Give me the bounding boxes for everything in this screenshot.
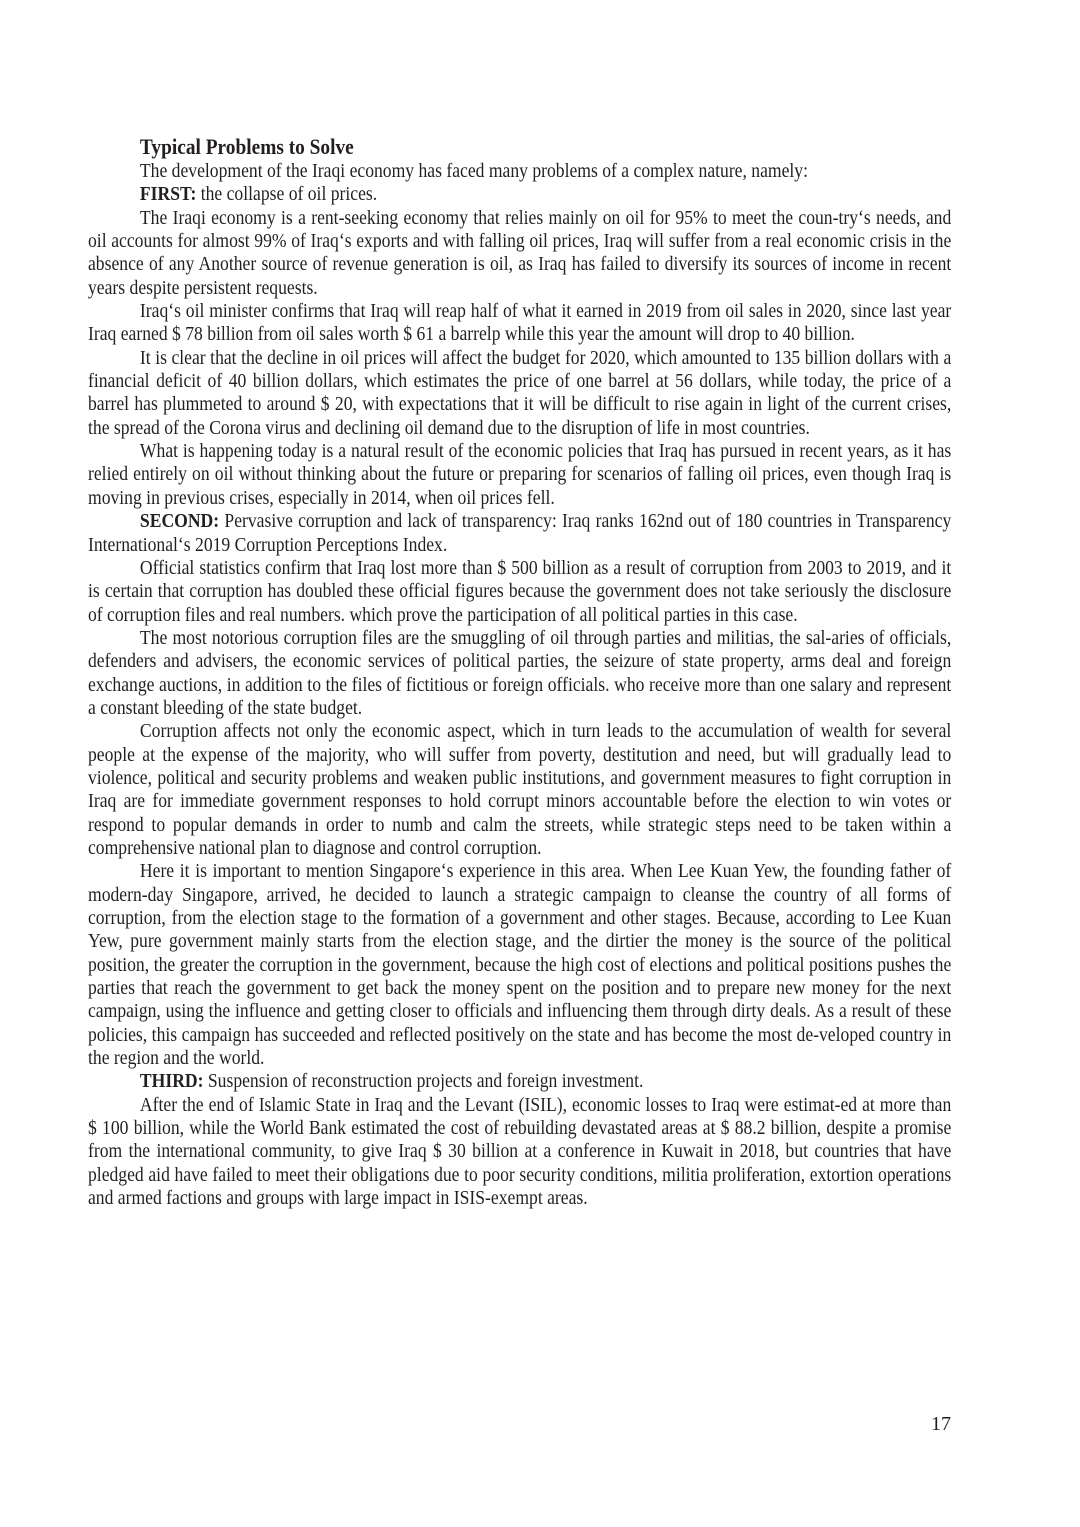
paragraph-text: Corruption affects not only the economic aspect, which in turn leads to the accumulation of wealth for several people at the expense of the majority, who will suffer from poverty, destitution and need, but will gradually lead to violence, political and security problems and weaken public institutions, and government measures to fight corruption in Iraq are for immediate government responses to hold corrupt minors accountable before the election to win votes or respond to popular demands in order to numb and calm the streets, while strategic steps need to be taken within a comprehensive national plan to diagnose and control corruption.	[88, 720, 952, 859]
paragraph-text: What is happening today is a natural result of the economic policies that Iraq has pursued in recent years, as it has relied entirely on oil without thinking about the future or preparing for scenarios of falling oil prices, even though Iraq is moving in previous crises, especially in 2014, when oil prices fell.	[88, 440, 952, 509]
paragraph-lead: FIRST:	[139, 183, 197, 206]
paragraph-text: Here it is important to mention Singapore‘s experience in this area. When Lee Kuan Yew, the founding father of modern-day Singapore, arrived, he decided to launch a strategic campaign to cleanse the country of all forms of corruption, from the election stage to the formation of a government and other stages. Because, according to Lee Kuan Yew, pure government mainly starts from the election stage, and the dirtier the money is the source of the political position, the greater the corruption in the government, because the high cost of elections and political positions pushes the parties that reach the government to get back the money spent on the position and to prepare new money for the next campaign, using the influence and getting closer to officials and influencing them through dirty deals. As a result of these policies, this campaign has succeeded and reflected positively on the state and has become the most de-veloped country in the region and the world.	[88, 860, 952, 1070]
paragraph-text: It is clear that the decline in oil prices will affect the budget for 2020, which amounted to 135 billion dollars with a financial deficit of 40 billion dollars, which estimates the price of one barrel at 56 dollars, while today, the price of a barrel has plummeted to around $ 20, with expectations that it will be difficult to rise again in light of the current crises, the spread of the Corona virus and declining oil demand due to the disruption of life in most countries.	[88, 346, 952, 439]
page-number: 17	[931, 1413, 951, 1435]
paragraph	[88, 627, 951, 720]
paragraph	[88, 183, 951, 206]
paragraph-text: The most notorious corruption files are the smuggling of oil through parties and militias, the sal-aries of officials, defenders and advisers, the economic services of political parties, the seizure of state property, arms deal and foreign exchange auctions, in addition to the files of fictitious or foreign officials. who receive more than one salary and represent a constant bleeding of the state budget.	[88, 626, 952, 719]
document-body	[88, 134, 951, 1210]
paragraph	[88, 1094, 951, 1211]
paragraph-lead: THIRD:	[139, 1070, 204, 1093]
paragraph	[88, 347, 951, 440]
paragraph-text: Suspension of reconstruction projects and foreign investment.	[203, 1070, 644, 1093]
paragraph-text: After the end of Islamic State in Iraq and the Levant (ISIL), economic losses to Iraq were estimat-ed at more than $ 100 billion, while the World Bank estimated the cost of rebuilding devastated areas at $ 88.2 billion, despite a promise from the international community, to give Iraq $ 30 billion at a conference in Kuwait in 2018, but countries that have pledged aid have failed to meet their obligations due to poor security conditions, militia proliferation, extortion operations and armed factions and groups with large impact in ISIS-exempt areas.	[88, 1093, 952, 1210]
paragraph-text: The development of the Iraqi economy has faced many problems of a complex nature, namely:	[139, 160, 808, 182]
paragraph-lead: SECOND:	[139, 510, 220, 533]
paragraph	[88, 720, 951, 860]
paragraph-text: Official statistics confirm that Iraq lost more than $ 500 billion as a result of corruption from 2003 to 2019, and it is certain that corruption has doubled these official figures because the government does not take seriously the disclosure of corruption files and real numbers. which prove the participation of all political parties in this case.	[88, 556, 952, 626]
paragraph	[88, 440, 951, 510]
paragraph-text: Pervasive corruption and lack of transparency: Iraq ranks 162nd out of 180 countries in Transparency International‘s 2019 Corruption Perceptions Index.	[88, 510, 952, 556]
paragraph-text: Iraq‘s oil minister confirms that Iraq will reap half of what it earned in 2019 from oil sales in 2020, since last year Iraq earned $ 78 billion from oil sales worth $ 61 a barrelp while this year the amount will drop to 40 billion.	[88, 300, 952, 346]
paragraph-text: the collapse of oil prices.	[196, 183, 378, 206]
paragraph	[88, 300, 951, 347]
paragraph	[88, 557, 951, 627]
paragraph	[88, 207, 951, 300]
paragraphs	[88, 160, 951, 1210]
paragraph-text: The Iraqi economy is a rent-seeking economy that relies mainly on oil for 95% to meet the coun-try‘s needs, and oil accounts for almost 99% of Iraq‘s exports and with falling oil prices, Iraq will suffer from a real economic crisis in the absence of any Another source of revenue generation is oil, as Iraq has failed to diversify its sources of income in recent years despite persistent requests.	[88, 206, 952, 299]
paragraph	[88, 1070, 951, 1093]
paragraph	[88, 860, 951, 1070]
paragraph	[88, 510, 951, 557]
section-heading: Typical Problems to Solve	[139, 134, 354, 159]
paragraph	[88, 160, 951, 183]
